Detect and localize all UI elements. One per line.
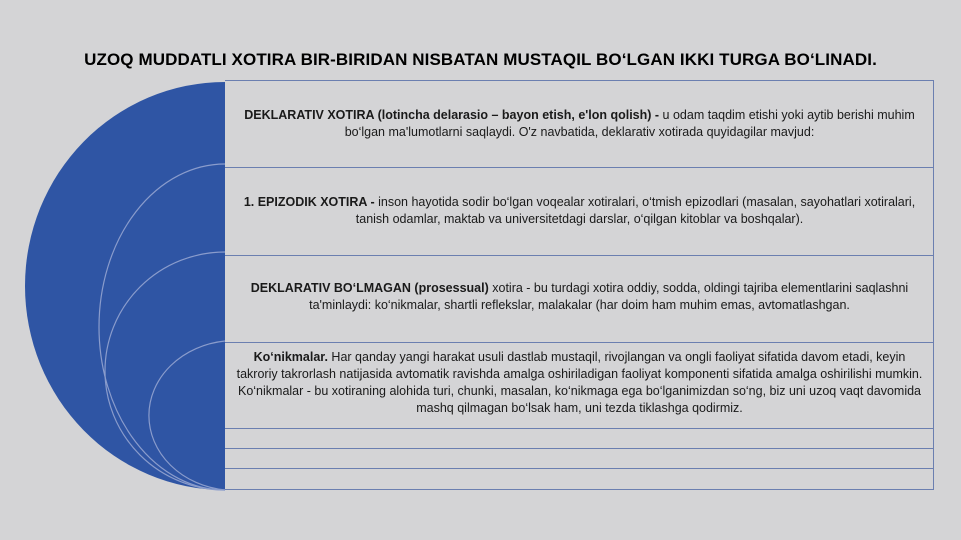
row-text [235,280,924,314]
row-epizodik [225,167,934,255]
row-term: DEKLARATIV BO‘LMAGAN (prosessual) [250,281,489,295]
row-text [235,107,924,141]
row-body: Har qanday yangi harakat usuli dastlab mustaqil, rivojlangan va ongli faoliyat sifatida davom etadi, keyin takroriy takrorlash natijasida avtomatik ravishda amalga oshiriladigan faoliyat komponenti sifatida amalga oshirilishi mumkin. Ko‘nikmalar - bu xotiraning alohida turi, chunki, masalan, ko‘nikmaga ega bo‘lganimizdan so‘ng, biz uni uzoq vaqt davomida mashq qilmagan bo‘lsak ham, uni tezda tiklashga qodirmiz. [236,350,923,415]
row-text [235,349,924,417]
row-body: xotira - bu turdagi xotira oddiy, sodda, oldingi tajriba elementlarini saqlashni ta'minlaydi: ko‘nikmalar, shartli reflekslar, malakalar (har doim ham muhim emas, avtomatlashgan. [309,281,909,312]
row-empty-3 [225,468,934,490]
row-term: Ko‘nikmalar. [253,350,328,364]
row-term: DEKLARATIV XOTIRA (lotincha delarasio – bayon etish, e'lon qolish) - [244,108,660,122]
row-text [235,194,924,228]
row-body: inson hayotida sodir bo‘lgan voqealar xotiralari, o‘tmish epizodlari (masalan, sayohatlari xotiralari, tanish odamlar, maktab va universitetdagi darslar, o‘qilgan kitoblar va boshqalar). [355,195,916,226]
row-term: 1. EPIZODIK XOTIRA - [243,195,375,209]
row-empty-1 [225,428,934,448]
row-deklarativ [225,80,934,167]
row-empty-2 [225,448,934,468]
row-prosessual [225,255,934,342]
row-konikmalar [225,342,934,428]
slide-title: UZOQ MUDDATLI XOTIRA BIR-BIRIDAN NISBATAN MUSTAQIL BO‘LGAN IKKI TURGA BO‘LINADI. [84,50,877,69]
text-panel [225,80,934,490]
row-body: u odam taqdim etishi yoki aytib berishi muhim bo‘lgan ma'lumotlarni saqlaydi. O'z navbatida, deklarativ xotirada quyidagilar mavjud: [344,108,915,139]
blue-semicircle [25,82,225,490]
